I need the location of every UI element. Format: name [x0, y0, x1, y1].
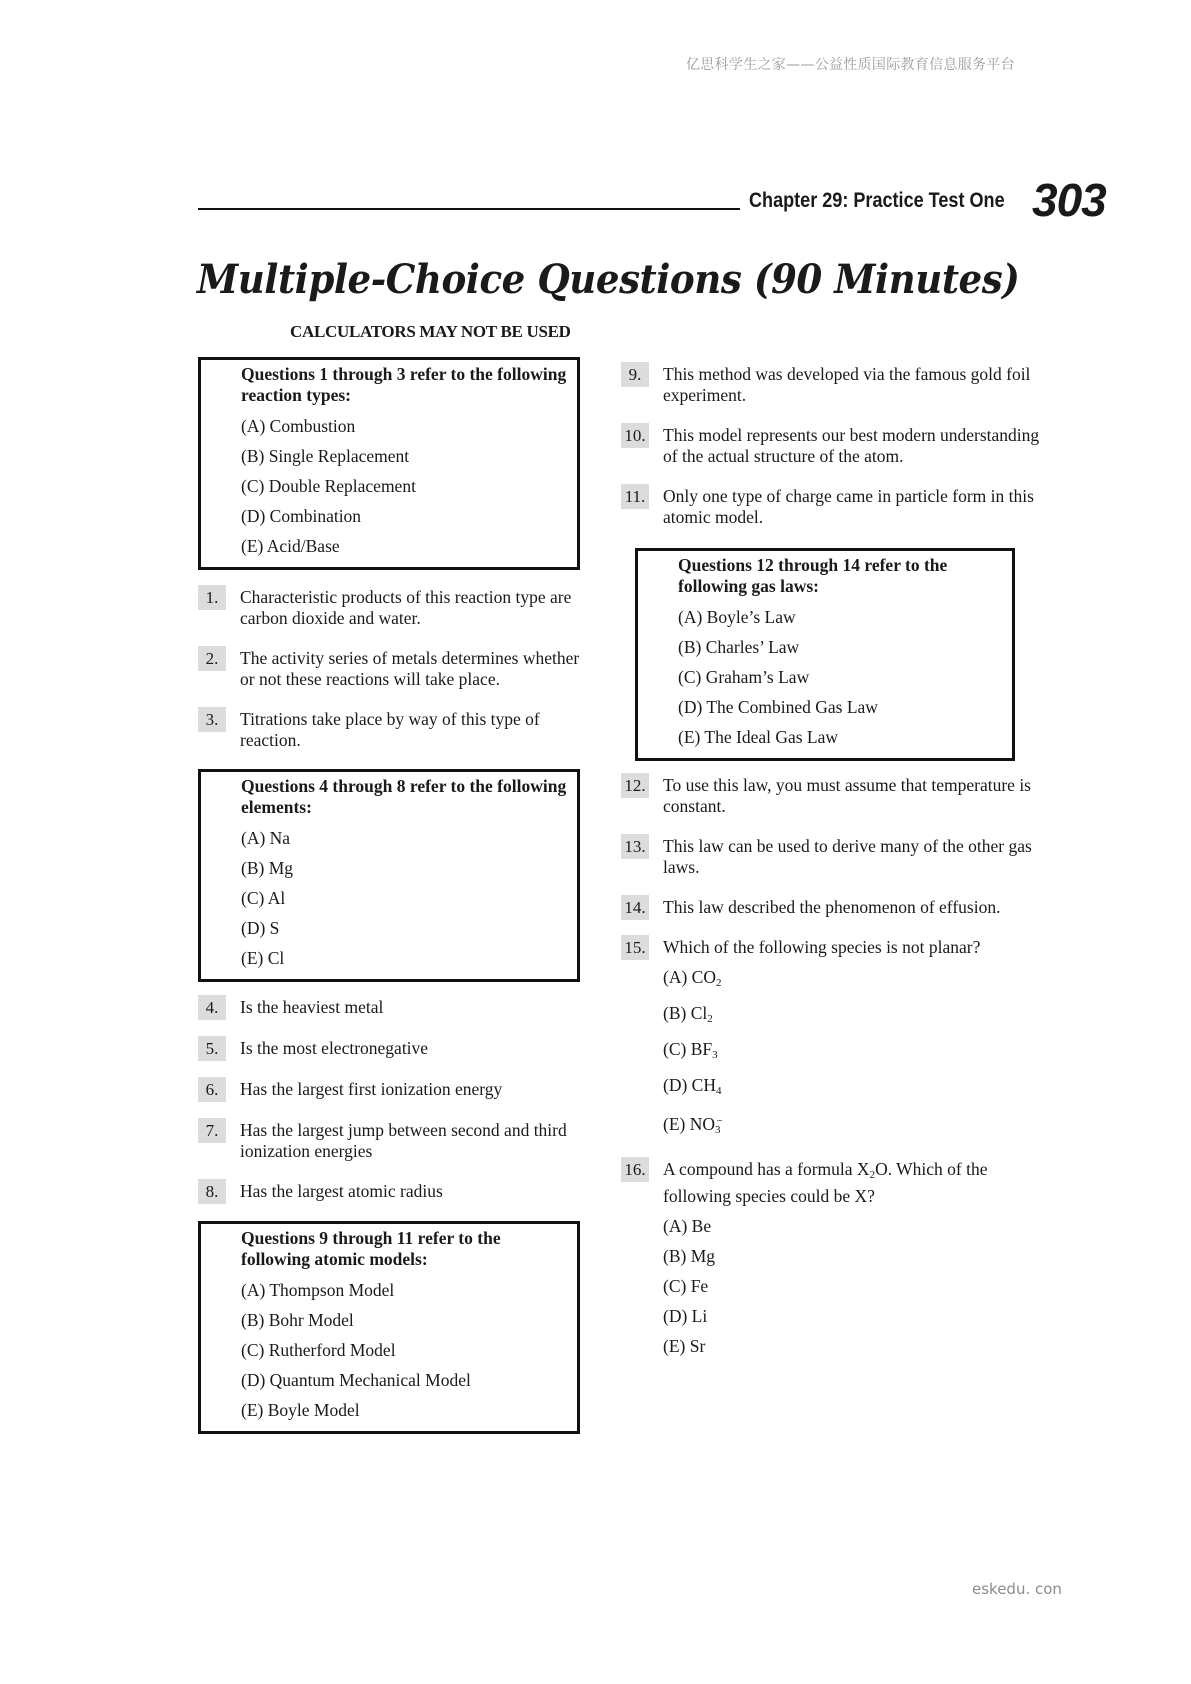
answer-option: (D) The Combined Gas Law	[678, 697, 878, 717]
answer-option: (A) Combustion	[241, 416, 356, 436]
question-text: Is the most electronegative	[240, 1038, 429, 1058]
answer-option: (E) Boyle Model	[241, 1400, 360, 1420]
answer-option: (C) Al	[241, 888, 286, 908]
question-text: The activity series of metals determines whether or not these reactions will take place.	[240, 648, 580, 689]
question-text: Has the largest first ionization energy	[240, 1079, 503, 1099]
answer-option: (B) Single Replacement	[241, 446, 410, 466]
answer-option: (D) Li	[663, 1306, 708, 1326]
question-text: This model represents our best modern understanding of the actual structure of the atom.	[663, 425, 1040, 466]
question-text: Titrations take place by way of this type of reaction.	[240, 709, 540, 750]
page-number: 303	[1032, 174, 1106, 226]
question-group-box-1	[198, 357, 580, 570]
question-group-box-2	[198, 769, 580, 982]
question-options	[663, 962, 1043, 1145]
question-number: 9.	[621, 362, 649, 387]
question-group-box-3	[198, 1221, 580, 1434]
question-13	[621, 836, 1043, 878]
question-text: Which of the following species is not planar?	[663, 937, 981, 957]
question-8	[198, 1181, 580, 1202]
question-number: 3.	[198, 707, 226, 732]
question-number: 14.	[621, 895, 649, 920]
question-number: 8.	[198, 1179, 226, 1204]
answer-option: (C) $BF_3$	[663, 1039, 718, 1061]
question-5	[198, 1038, 580, 1059]
question-6	[198, 1079, 580, 1100]
question-14	[621, 897, 1043, 918]
question-7	[198, 1120, 580, 1162]
left-column	[198, 357, 580, 1434]
watermark-top: 亿思科学生之家——公益性质国际教育信息服务平台	[686, 57, 1015, 73]
question-4	[198, 997, 580, 1018]
answer-option: (E) Sr	[663, 1336, 706, 1356]
question-text: Only one type of charge came in particle form in this atomic model.	[663, 486, 1034, 527]
answer-option: (A) $CO_2$	[663, 967, 722, 989]
right-column	[621, 364, 1040, 1361]
answer-option: (C) Fe	[663, 1276, 709, 1296]
question-1	[198, 587, 580, 629]
answer-option: (D) $CH_4$	[663, 1075, 722, 1097]
answer-option: (D) Quantum Mechanical Model	[241, 1370, 471, 1390]
question-number: 6.	[198, 1077, 226, 1102]
answer-option: (B) Charles’ Law	[678, 637, 800, 657]
answer-option: (A) Be	[663, 1216, 712, 1236]
answer-option: (C) Double Replacement	[241, 476, 416, 496]
answer-option: (E) Acid/Base	[241, 536, 340, 556]
page-title: Multiple-Choice Questions (90 Minutes)	[197, 256, 1020, 303]
question-number: 13.	[621, 834, 649, 859]
answer-option: (C) Rutherford Model	[241, 1340, 396, 1360]
question-text: Characteristic products of this reaction type are carbon dioxide and water.	[240, 587, 572, 628]
question-number: 2.	[198, 646, 226, 671]
watermark-bottom: eskedu. con	[972, 1580, 1062, 1598]
question-text: Is the heaviest metal	[240, 997, 384, 1017]
question-15	[621, 937, 1043, 1145]
question-12	[621, 775, 1043, 817]
calculator-note: CALCULATORS MAY NOT BE USED	[290, 322, 571, 341]
question-16	[621, 1159, 1043, 1361]
question-text: Has the largest atomic radius	[240, 1181, 443, 1201]
question-number: 12.	[621, 773, 649, 798]
answer-option: (C) Graham’s Law	[678, 667, 810, 687]
question-text: This law described the phenomenon of effusion.	[663, 897, 1001, 917]
answer-option: (B) Bohr Model	[241, 1310, 354, 1330]
question-text: To use this law, you must assume that temperature is constant.	[663, 775, 1031, 816]
answer-option: (B) Mg	[241, 858, 294, 878]
question-text: A compound has a formula $X_2O$. Which of the following species could be X?	[663, 1159, 988, 1206]
question-number: 5.	[198, 1036, 226, 1061]
question-number: 4.	[198, 995, 226, 1020]
answer-option: (D) Combination	[241, 506, 362, 526]
group-header: Questions 1 through 3 refer to the following reaction types:	[241, 364, 567, 405]
answer-option: (D) S	[241, 918, 280, 938]
chapter-title: Chapter 29: Practice Test One	[749, 189, 1005, 212]
answer-option: (E) $NO_3^-$	[663, 1114, 723, 1136]
answer-option: (E) Cl	[241, 948, 285, 968]
question-number: 10.	[621, 423, 649, 448]
question-group-box-4	[635, 548, 1015, 761]
answer-option: (A) Thompson Model	[241, 1280, 395, 1300]
question-9	[621, 364, 1043, 406]
question-number: 15.	[621, 935, 649, 960]
group-header: Questions 12 through 14 refer to the following gas laws:	[678, 555, 948, 596]
group-header: Questions 9 through 11 refer to the following atomic models:	[241, 1228, 501, 1269]
answer-option: (B) Mg	[663, 1246, 716, 1266]
answer-option: (A) Boyle’s Law	[678, 607, 796, 627]
group-header: Questions 4 through 8 refer to the following elements:	[241, 776, 567, 817]
answer-option: (E) The Ideal Gas Law	[678, 727, 839, 747]
question-10	[621, 425, 1043, 467]
question-text: Has the largest jump between second and third ionization energies	[240, 1120, 567, 1161]
question-number: 7.	[198, 1118, 226, 1143]
question-3	[198, 709, 580, 751]
question-number: 16.	[621, 1157, 649, 1182]
question-options	[663, 1211, 1043, 1361]
answer-option: (B) $Cl_2$	[663, 1003, 713, 1025]
question-text: This method was developed via the famous gold foil experiment.	[663, 364, 1031, 405]
question-number: 11.	[621, 484, 649, 509]
answer-option: (A) Na	[241, 828, 291, 848]
header-rule	[198, 208, 740, 210]
question-text: This law can be used to derive many of the other gas laws.	[663, 836, 1032, 877]
question-number: 1.	[198, 585, 226, 610]
question-11	[621, 486, 1043, 528]
question-2	[198, 648, 580, 690]
